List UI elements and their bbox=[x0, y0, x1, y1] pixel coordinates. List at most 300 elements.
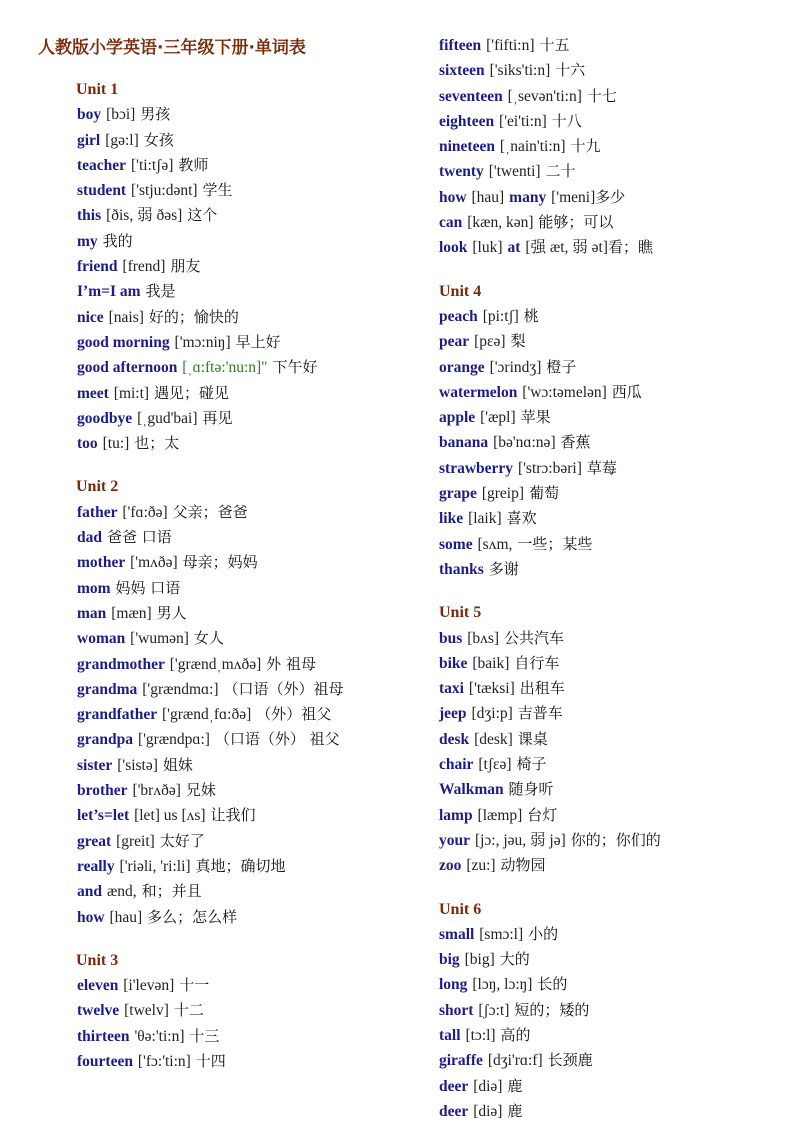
vocab-entry bbox=[439, 134, 779, 159]
phonetic: 'θə:'ti:n] bbox=[134, 1027, 185, 1045]
english-word: lamp bbox=[439, 806, 473, 824]
english-word: mom bbox=[77, 579, 111, 597]
chinese-meaning: 吉普车 bbox=[517, 704, 563, 723]
english-word: goodbye bbox=[77, 409, 133, 427]
chinese-meaning: 公共汽车 bbox=[504, 628, 565, 647]
vocab-entry bbox=[439, 235, 779, 260]
english-word: grandfather bbox=[77, 706, 158, 724]
english-word: friend bbox=[77, 258, 118, 276]
phonetic: [强 æt, 弱 ət] bbox=[525, 239, 608, 257]
vocab-entry bbox=[439, 626, 779, 651]
vocab-entry bbox=[439, 777, 779, 802]
chinese-meaning: 让我们 bbox=[210, 806, 256, 825]
unit-heading: Unit 6 bbox=[439, 900, 482, 918]
phonetic: ænd, bbox=[106, 883, 137, 901]
phonetic: ['mʌðə] bbox=[130, 554, 178, 572]
vocab-entry bbox=[40, 229, 390, 254]
vocab-entry bbox=[439, 922, 779, 947]
chinese-meaning: 十七 bbox=[586, 86, 617, 105]
chinese-meaning: 十六 bbox=[555, 61, 586, 80]
phonetic: [gə:l] bbox=[105, 131, 139, 149]
vocab-entry bbox=[439, 998, 779, 1023]
english-word: thanks bbox=[439, 560, 484, 578]
chinese-meaning: 桃 bbox=[523, 306, 539, 325]
english-word: some bbox=[439, 535, 473, 553]
english-word: watermelon bbox=[439, 383, 518, 401]
english-word: desk bbox=[439, 730, 470, 748]
english-word: twenty bbox=[439, 163, 484, 181]
chinese-meaning: 二十 bbox=[545, 162, 576, 181]
chinese-meaning: 十九 bbox=[570, 137, 601, 156]
chinese-meaning: （外）祖父 bbox=[256, 705, 332, 724]
phonetic: [zu:] bbox=[466, 857, 496, 875]
chinese-meaning: 大的 bbox=[499, 950, 530, 969]
chinese-meaning: 朋友 bbox=[170, 257, 201, 276]
phonetic: [ˌsevən'ti:n] bbox=[507, 87, 582, 105]
english-word: small bbox=[439, 925, 475, 943]
chinese-meaning: 太好了 bbox=[159, 831, 205, 850]
english-word: short bbox=[439, 1001, 474, 1019]
chinese-meaning: 一些；某些 bbox=[517, 534, 593, 553]
unit-heading: Unit 4 bbox=[439, 282, 482, 300]
vocab-entry bbox=[40, 550, 390, 575]
english-word: boy bbox=[77, 106, 102, 124]
phonetic: ['brʌðə] bbox=[132, 782, 181, 800]
unit-section bbox=[439, 601, 779, 878]
phonetic: [bɔi] bbox=[106, 106, 136, 124]
vocab-entry bbox=[439, 456, 779, 481]
chinese-meaning: 长的 bbox=[537, 975, 568, 994]
english-word: brother bbox=[77, 782, 128, 800]
vocab-entry bbox=[40, 879, 390, 904]
vocab-entry bbox=[40, 753, 390, 778]
english-word: at bbox=[507, 239, 521, 257]
vocab-entry bbox=[40, 998, 390, 1023]
phonetic: [baik] bbox=[472, 654, 510, 672]
english-word: eleven bbox=[77, 977, 119, 995]
vocab-entry bbox=[439, 405, 779, 430]
english-word: twelve bbox=[77, 1002, 120, 1020]
phonetic: ['stju:dənt] bbox=[131, 182, 198, 200]
english-word: I’m=I am bbox=[77, 283, 141, 301]
vocab-entry bbox=[439, 701, 779, 726]
english-word: strawberry bbox=[439, 459, 514, 477]
english-word: deer bbox=[439, 1077, 469, 1095]
vocab-entry-inner bbox=[40, 727, 390, 752]
vocab-entry bbox=[439, 304, 779, 329]
chinese-meaning: 短的；矮的 bbox=[514, 1000, 590, 1019]
phonetic: [frend] bbox=[122, 258, 166, 276]
vocab-entry bbox=[40, 803, 390, 828]
chinese-meaning: 父亲；爸爸 bbox=[172, 502, 248, 521]
english-word: how bbox=[77, 908, 105, 926]
phonetic: [tʃɛə] bbox=[478, 756, 512, 774]
vocab-entry bbox=[439, 727, 779, 752]
vocab-entry bbox=[439, 355, 779, 380]
english-word: woman bbox=[77, 630, 126, 648]
phonetic: [tu:] bbox=[102, 435, 130, 453]
chinese-meaning: 西瓜 bbox=[611, 382, 642, 401]
english-word: really bbox=[77, 857, 115, 875]
vocab-entry bbox=[40, 102, 390, 127]
unit-section bbox=[439, 33, 779, 261]
vocab-entry bbox=[40, 854, 390, 879]
vocab-entry bbox=[439, 972, 779, 997]
chinese-meaning: 十四 bbox=[195, 1051, 226, 1070]
vocab-entry bbox=[439, 159, 779, 184]
english-word: meet bbox=[77, 384, 109, 402]
english-word: this bbox=[77, 207, 102, 225]
vocab-entry bbox=[439, 84, 779, 109]
chinese-meaning: 能够；可以 bbox=[538, 213, 614, 232]
chinese-meaning: 女孩 bbox=[143, 130, 174, 149]
vocab-entry bbox=[439, 481, 779, 506]
vocab-entry bbox=[439, 828, 779, 853]
phonetic: [mæn] bbox=[111, 604, 152, 622]
vocab-entry bbox=[439, 380, 779, 405]
phonetic: ['grændˌmʌðə] bbox=[169, 655, 262, 673]
english-word: giraffe bbox=[439, 1052, 483, 1070]
english-word: big bbox=[439, 951, 460, 969]
english-word: my bbox=[77, 232, 98, 250]
chinese-meaning: 苹果 bbox=[520, 408, 551, 427]
phonetic: [læmp] bbox=[477, 806, 523, 824]
english-word: fourteen bbox=[77, 1052, 133, 1070]
chinese-meaning: 十二 bbox=[173, 1001, 204, 1020]
english-word: nineteen bbox=[439, 138, 495, 156]
chinese-meaning: 女人 bbox=[193, 629, 224, 648]
right-column bbox=[439, 33, 779, 1143]
chinese-meaning: 多么；怎么样 bbox=[147, 907, 238, 926]
vocab-entry bbox=[40, 973, 390, 998]
phonetic: [dʒi'rɑ:f] bbox=[487, 1052, 543, 1070]
chinese-meaning: 随身听 bbox=[508, 780, 554, 799]
chinese-meaning: 学生 bbox=[202, 181, 233, 200]
chinese-meaning: 鹿 bbox=[507, 1101, 523, 1120]
phonetic: ['grændmɑ:] bbox=[142, 680, 219, 698]
phonetic: [i'levən] bbox=[123, 977, 175, 995]
unit-heading: Unit 3 bbox=[76, 951, 119, 969]
chinese-meaning: 早上好 bbox=[235, 332, 281, 351]
vocab-entry bbox=[439, 210, 779, 235]
chinese-meaning: 香蕉 bbox=[560, 433, 591, 452]
vocab-entry bbox=[40, 677, 390, 702]
unit-section bbox=[40, 949, 390, 1074]
phonetic: [ðis, 弱 ðəs] bbox=[106, 207, 183, 225]
phonetic: [smɔ:l] bbox=[479, 925, 524, 943]
english-word: good afternoon bbox=[77, 359, 178, 377]
phonetic: ['riəli, 'ri:li] bbox=[119, 857, 191, 875]
english-word: grape bbox=[439, 485, 477, 503]
english-word: chair bbox=[439, 756, 474, 774]
chinese-meaning: 母亲；妈妈 bbox=[182, 553, 258, 572]
english-word: jeep bbox=[439, 705, 467, 723]
vocab-entry bbox=[439, 506, 779, 531]
english-word: let’s=let bbox=[77, 807, 130, 825]
vocab-entry bbox=[40, 778, 390, 803]
left-column bbox=[40, 78, 390, 1093]
unit-section bbox=[40, 475, 390, 929]
chinese-meaning: 梨 bbox=[510, 332, 526, 351]
english-word: Walkman bbox=[439, 781, 504, 799]
vocab-entry bbox=[40, 330, 390, 355]
english-word: pear bbox=[439, 333, 470, 351]
english-word: apple bbox=[439, 409, 476, 427]
english-word: father bbox=[77, 503, 118, 521]
english-word: thirteen bbox=[77, 1027, 130, 1045]
vocab-entry bbox=[439, 329, 779, 354]
chinese-meaning: 出租车 bbox=[519, 679, 565, 698]
phonetic: ['ti:tʃə] bbox=[131, 156, 174, 174]
vocab-entry bbox=[40, 178, 390, 203]
vocab-entry bbox=[439, 557, 779, 582]
chinese-meaning: （口语（外）祖母 bbox=[223, 679, 344, 698]
phonetic: [pi:tʃ] bbox=[482, 307, 519, 325]
unit-section bbox=[439, 898, 779, 1125]
phonetic: [pɛə] bbox=[474, 333, 506, 351]
vocab-entry bbox=[439, 430, 779, 455]
english-word: like bbox=[439, 510, 464, 528]
vocab-entry bbox=[40, 1024, 390, 1049]
vocab-entry bbox=[40, 203, 390, 228]
chinese-meaning: 这个 bbox=[187, 206, 218, 225]
page-title: 人教版小学英语·三年级下册·单词表 bbox=[38, 38, 306, 58]
phonetic: [ʃɔ:t] bbox=[478, 1001, 510, 1019]
vocab-entry bbox=[40, 652, 390, 677]
vocab-entry bbox=[40, 500, 390, 525]
phonetic: [hau] bbox=[109, 908, 143, 926]
phonetic: ['grændˌfɑ:ðə] bbox=[162, 706, 252, 724]
phonetic: ['æpl] bbox=[480, 409, 516, 427]
chinese-meaning: （口语（外） 祖父 bbox=[214, 730, 340, 749]
unit-heading: Unit 1 bbox=[76, 81, 119, 98]
chinese-meaning: 台灯 bbox=[527, 805, 558, 824]
phonetic: [big] bbox=[464, 951, 495, 969]
phonetic: [tɔ:l] bbox=[465, 1026, 496, 1044]
phonetic: [dʒi:p] bbox=[471, 705, 513, 723]
english-word: how bbox=[439, 188, 467, 206]
phonetic: [sʌm, bbox=[477, 535, 513, 553]
vocab-entry-inner bbox=[40, 677, 390, 702]
english-word: banana bbox=[439, 434, 489, 452]
english-word: deer bbox=[439, 1102, 469, 1120]
vocab-entry bbox=[40, 626, 390, 651]
chinese-meaning: 男人 bbox=[156, 603, 187, 622]
phonetic: [twelv] bbox=[124, 1002, 169, 1020]
english-word: zoo bbox=[439, 857, 462, 875]
chinese-meaning: 教师 bbox=[178, 155, 209, 174]
vocab-entry bbox=[40, 727, 390, 752]
unit-heading: Unit 2 bbox=[76, 478, 119, 496]
english-word: tall bbox=[439, 1026, 461, 1044]
phonetic: ['siks'ti:n] bbox=[489, 62, 551, 80]
chinese-meaning: 外 祖母 bbox=[266, 654, 316, 673]
vocab-entry bbox=[439, 58, 779, 83]
vocab-entry bbox=[439, 1074, 779, 1099]
vocab-entry bbox=[40, 702, 390, 727]
vocab-entry bbox=[40, 279, 390, 304]
chinese-meaning: 长颈鹿 bbox=[547, 1051, 593, 1070]
chinese-meaning: 橙子 bbox=[546, 357, 577, 376]
english-word: your bbox=[439, 831, 470, 849]
chinese-meaning: 多谢 bbox=[488, 559, 519, 578]
phonetic: [greit] bbox=[116, 832, 155, 850]
vocab-entry bbox=[439, 532, 779, 557]
phonetic: ['ɔrindʒ] bbox=[489, 358, 542, 376]
phonetic: [greip] bbox=[481, 485, 524, 503]
chinese-meaning: 自行车 bbox=[514, 653, 560, 672]
english-word: grandpa bbox=[77, 731, 133, 749]
english-word: look bbox=[439, 239, 468, 257]
phonetic: ['ei'ti:n] bbox=[499, 112, 547, 130]
unit-section bbox=[439, 280, 779, 583]
chinese-meaning: 真地；确切地 bbox=[195, 856, 286, 875]
vocab-entry bbox=[40, 1049, 390, 1074]
chinese-meaning: 喜欢 bbox=[506, 509, 537, 528]
vocab-entry bbox=[40, 829, 390, 854]
chinese-meaning: 妈妈 口语 bbox=[115, 578, 181, 597]
vocab-entry bbox=[439, 1099, 779, 1124]
phonetic: [nais] bbox=[108, 308, 144, 326]
chinese-meaning: 十八 bbox=[551, 111, 582, 130]
chinese-meaning: 课桌 bbox=[517, 729, 548, 748]
chinese-meaning: 爸爸 口语 bbox=[106, 528, 172, 547]
phonetic: [diə] bbox=[473, 1077, 503, 1095]
phonetic: [luk] bbox=[472, 239, 503, 257]
vocab-entry bbox=[439, 752, 779, 777]
chinese-meaning: 你的；你们的 bbox=[570, 830, 661, 849]
phonetic: ['meni] bbox=[551, 188, 596, 206]
chinese-meaning: 鹿 bbox=[507, 1076, 523, 1095]
vocab-entry bbox=[439, 1023, 779, 1048]
phonetic: [mi:t] bbox=[113, 384, 150, 402]
english-word: eighteen bbox=[439, 112, 495, 130]
phonetic: ['sistə] bbox=[117, 756, 158, 774]
chinese-meaning: 看；瞧 bbox=[607, 238, 653, 257]
phonetic: ['tæksi] bbox=[468, 680, 515, 698]
chinese-meaning: 草莓 bbox=[586, 458, 617, 477]
english-word: girl bbox=[77, 131, 101, 149]
vocab-entry bbox=[40, 525, 390, 550]
english-word: grandmother bbox=[77, 655, 165, 673]
english-word: bus bbox=[439, 629, 463, 647]
vocab-entry bbox=[439, 33, 779, 58]
vocab-entry bbox=[439, 185, 779, 210]
english-word: mother bbox=[77, 554, 126, 572]
phonetic: ['wɔ:təmelən] bbox=[522, 383, 607, 401]
vocab-entry bbox=[40, 128, 390, 153]
vocab-entry bbox=[40, 601, 390, 626]
chinese-meaning: 动物园 bbox=[500, 856, 546, 875]
english-word: man bbox=[77, 604, 107, 622]
phonetic: [ˌnain'ti:n] bbox=[499, 138, 566, 156]
chinese-meaning: 十三 bbox=[189, 1026, 220, 1045]
phonetic: [kæn, kən] bbox=[467, 214, 534, 232]
english-word: nice bbox=[77, 308, 104, 326]
chinese-meaning: 和；并且 bbox=[141, 882, 202, 901]
vocab-entry bbox=[439, 109, 779, 134]
english-word: student bbox=[77, 182, 127, 200]
english-word: taxi bbox=[439, 680, 464, 698]
phonetic: [ˌɑ:ftə:'nu:n]" bbox=[182, 359, 268, 377]
chinese-meaning: 十一 bbox=[179, 976, 210, 995]
english-word: fifteen bbox=[439, 37, 482, 54]
english-word: long bbox=[439, 976, 468, 994]
english-word: sixteen bbox=[439, 62, 485, 80]
english-word: teacher bbox=[77, 156, 127, 174]
chinese-meaning: 下午好 bbox=[272, 358, 318, 377]
phonetic: [laik] bbox=[468, 510, 502, 528]
english-word: orange bbox=[439, 358, 485, 376]
chinese-meaning: 姐妹 bbox=[162, 755, 193, 774]
phonetic: [lɔŋ, lɔ:ŋ] bbox=[472, 976, 533, 994]
vocab-entry bbox=[439, 947, 779, 972]
chinese-meaning: 遇见；碰见 bbox=[154, 383, 230, 402]
vocab-entry bbox=[439, 803, 779, 828]
phonetic: ['fifti:n] bbox=[486, 37, 535, 54]
phonetic: ['wumən] bbox=[130, 630, 189, 648]
unit-heading: Unit 5 bbox=[439, 604, 482, 622]
chinese-meaning: 高的 bbox=[500, 1025, 531, 1044]
vocab-entry bbox=[40, 905, 390, 930]
english-word: dad bbox=[77, 529, 102, 547]
phonetic: [let] us [ʌs] bbox=[134, 807, 206, 825]
phonetic: ['fɑ:ðə] bbox=[122, 503, 168, 521]
phonetic: ['mɔ:niŋ] bbox=[174, 333, 231, 351]
vocab-entry bbox=[439, 1048, 779, 1073]
vocab-entry bbox=[439, 651, 779, 676]
vocab-entry bbox=[40, 431, 390, 456]
vocab-entry bbox=[40, 355, 390, 380]
vocab-entry bbox=[40, 153, 390, 178]
phonetic: [desk] bbox=[474, 730, 513, 748]
english-word: too bbox=[77, 435, 98, 453]
english-word: sister bbox=[77, 756, 113, 774]
chinese-meaning: 多少 bbox=[595, 187, 626, 206]
phonetic: [bʌs] bbox=[467, 629, 500, 647]
phonetic: [diə] bbox=[473, 1102, 503, 1120]
english-word: can bbox=[439, 214, 463, 232]
phonetic: [jɔ:, jəu, 弱 jə] bbox=[474, 831, 566, 849]
phonetic: ['fɔ:'ti:n] bbox=[137, 1052, 191, 1070]
phonetic: [bə'nɑ:nə] bbox=[493, 434, 556, 452]
english-word: seventeen bbox=[439, 87, 503, 105]
chinese-meaning: 葡萄 bbox=[528, 484, 559, 503]
vocab-entry bbox=[40, 406, 390, 431]
vocab-entry bbox=[439, 676, 779, 701]
chinese-meaning: 十五 bbox=[539, 36, 570, 54]
chinese-meaning: 兄妹 bbox=[185, 781, 216, 800]
english-word: many bbox=[509, 188, 547, 206]
english-word: great bbox=[77, 832, 112, 850]
vocab-entry bbox=[439, 853, 779, 878]
unit-section bbox=[40, 78, 390, 456]
vocab-entry bbox=[40, 305, 390, 330]
chinese-meaning: 我的 bbox=[102, 231, 133, 250]
phonetic: [ˌgud'bai] bbox=[137, 409, 198, 427]
english-word: bike bbox=[439, 654, 468, 672]
vocab-entry bbox=[40, 576, 390, 601]
vocab-entry bbox=[40, 381, 390, 406]
phonetic: ['grændpɑ:] bbox=[137, 731, 210, 749]
english-word: good morning bbox=[77, 333, 170, 351]
english-word: grandma bbox=[77, 680, 138, 698]
phonetic: ['twenti] bbox=[488, 163, 541, 181]
chinese-meaning: 小的 bbox=[528, 924, 559, 943]
chinese-meaning: 男孩 bbox=[140, 105, 171, 124]
phonetic: ['strɔ:bəri] bbox=[517, 459, 582, 477]
chinese-meaning: 我是 bbox=[145, 282, 176, 301]
